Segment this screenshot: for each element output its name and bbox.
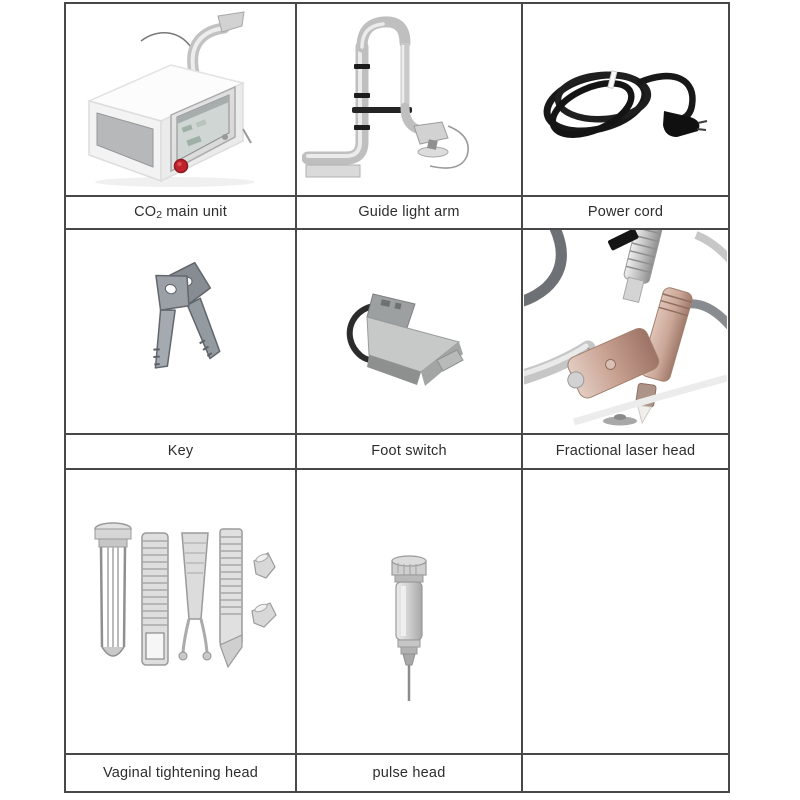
key-image — [86, 242, 276, 422]
caption-co2-main-unit: CO2 main unit — [134, 204, 227, 222]
foot-switch-image — [309, 242, 509, 422]
base-plate — [306, 165, 360, 177]
caption-guide-light-arm: Guide light arm — [358, 204, 460, 221]
forked-probe — [179, 533, 211, 660]
image-cell-foot-switch — [297, 230, 523, 435]
caption-cell-foot-switch — [297, 435, 523, 470]
caption-cell-empty — [523, 755, 728, 791]
body-highlight — [401, 586, 406, 636]
neck-ring — [395, 575, 423, 582]
image-cell-vaginal-tightening-head — [66, 470, 297, 755]
pulse-head-image — [307, 509, 512, 714]
accessories-table — [64, 2, 730, 793]
angled-tip-upper — [254, 552, 275, 578]
cage-probe — [95, 523, 131, 656]
clamp-ring — [354, 64, 370, 69]
thin-cable — [141, 32, 193, 50]
body — [396, 582, 422, 640]
dark-band — [524, 230, 561, 302]
key-shaft — [186, 296, 220, 360]
caption-fractional-laser-head: Fractional laser head — [555, 443, 696, 460]
logo-dot — [222, 134, 228, 140]
shadow — [95, 177, 255, 187]
lower-ring — [398, 640, 420, 647]
caption-pulse-head: pulse head — [372, 764, 446, 781]
image-cell-key — [66, 230, 297, 435]
key-shaft — [144, 306, 182, 371]
power-cord-image — [526, 25, 726, 175]
pulse-handpiece — [392, 556, 426, 701]
power-plug — [663, 111, 699, 137]
beveled-probe — [220, 529, 242, 667]
cap-top — [392, 556, 426, 566]
caption-cell-fractional-laser-head — [523, 435, 728, 470]
caption-cell-power-cord — [523, 197, 728, 230]
caption-key: Key — [167, 443, 194, 460]
collet — [403, 654, 415, 665]
clamp-ring — [354, 93, 370, 98]
emergency-stop-button — [174, 159, 187, 172]
image-cell-pulse-head — [297, 470, 523, 755]
image-cell-fractional-laser-head — [523, 230, 728, 435]
side-window — [146, 633, 164, 659]
caption-foot-switch: Foot switch — [371, 443, 447, 460]
vaginal-tightening-head-image — [78, 495, 283, 700]
caption-power-cord: Power cord — [587, 204, 664, 221]
caption-vaginal-tightening-head: Vaginal tightening head — [102, 764, 259, 781]
image-cell-empty — [523, 470, 728, 755]
image-cell-power-cord — [523, 4, 728, 197]
nozzle-tip — [635, 405, 651, 424]
guide-light-arm-image — [302, 7, 517, 192]
ribbed-probe-window — [142, 533, 168, 665]
caption-cell-guide-light-arm — [297, 197, 523, 230]
image-cell-co2-main-unit — [66, 4, 297, 197]
cable-loop — [545, 72, 639, 145]
silver-arm-top — [696, 235, 727, 260]
caption-cell-vaginal-tightening-head — [66, 755, 297, 791]
clamp-ring — [354, 125, 370, 130]
key-left — [131, 267, 196, 371]
main-tube — [308, 47, 362, 158]
co2-main-unit-image — [75, 9, 287, 191]
angled-tip-lower — [252, 603, 276, 627]
pipe-horn — [218, 12, 244, 32]
rear-foot — [243, 129, 251, 143]
fractional-laser-head-image — [524, 230, 727, 433]
caption-cell-key — [66, 435, 297, 470]
image-cell-guide-light-arm — [297, 4, 523, 197]
caption-cell-pulse-head — [297, 755, 523, 791]
caption-cell-co2-main-unit — [66, 197, 297, 230]
lower-ring2 — [401, 647, 417, 654]
